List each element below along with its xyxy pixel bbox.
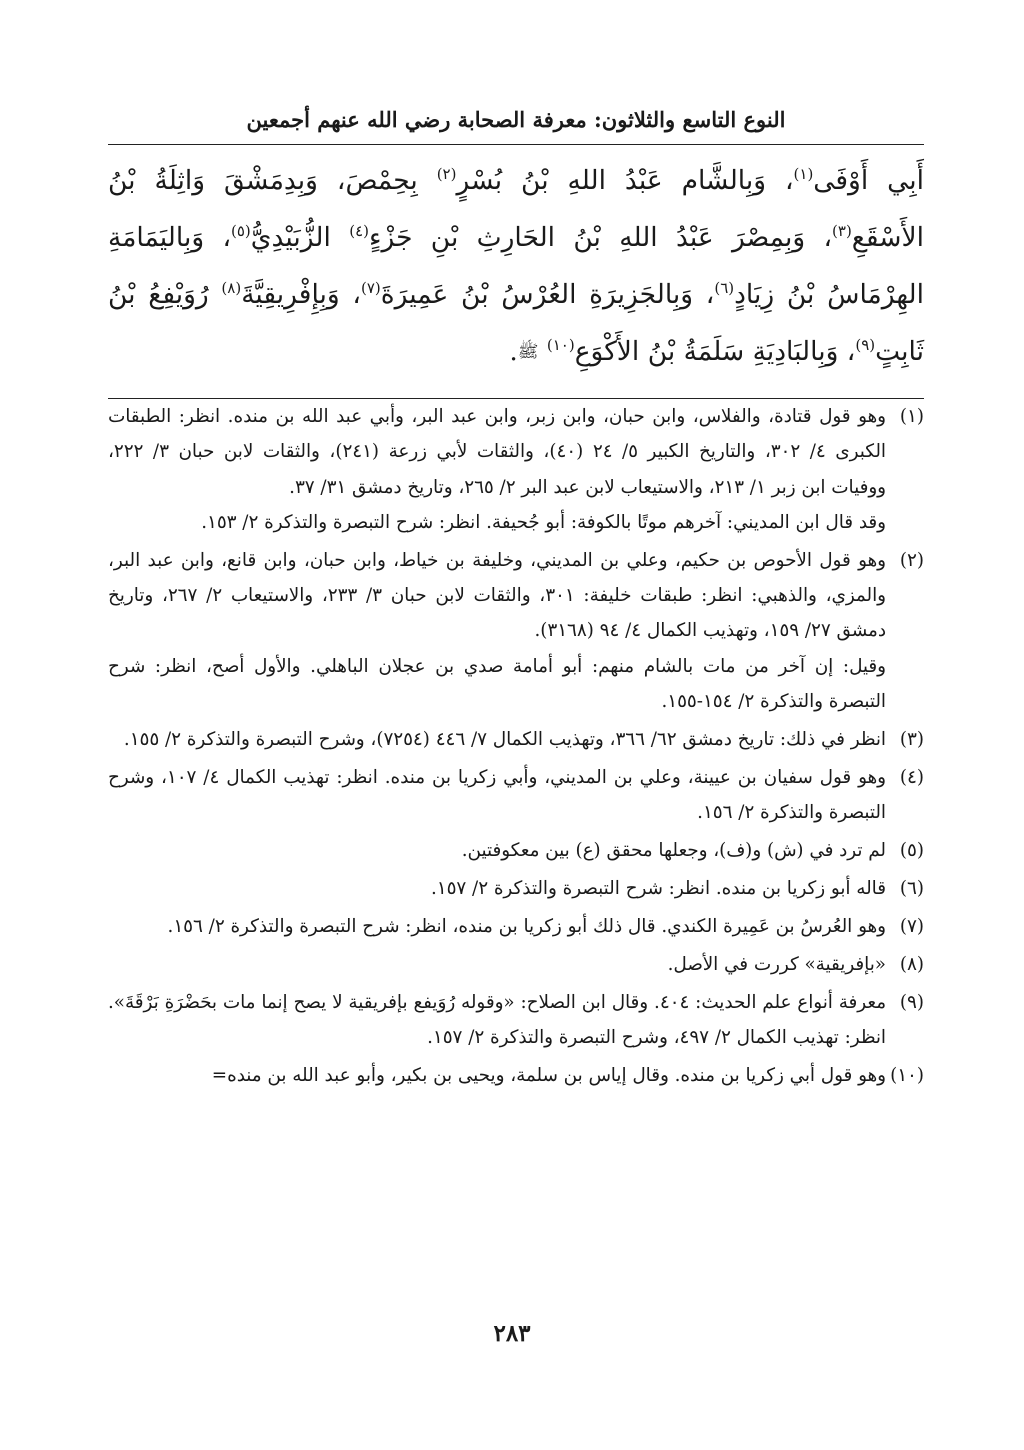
main-text-segment: رُوَيْفِعُ بْنُ ثَابِتٍ xyxy=(108,279,924,367)
footnote-paragraph: وهو قول قتادة، والفلاس، وابن حبان، وابن زبر، وابن عبد البر، وأبي عبد الله بن منده. انظر: الطبقات الكبرى ٤/ ٣٠٢، والتاريخ الكبير ٥/ ٢٤ (٤٠)، والثقات لأبي زرعة (٢٤١)، والثقات لابن حبان ٣/ ٢٢٢، ووفيات ابن زبر ١/ ٢١٣، والاستيعاب لابن عبد البر ٢/ ٢٦٥، وتاريخ دمشق ٣١/ ٣٧. xyxy=(108,406,886,498)
main-text-segment: ، وَبِالبَادِيَةِ سَلَمَةُ بْنُ الأَكْوَعِ xyxy=(574,336,856,367)
footnote-ref: (٦) xyxy=(714,279,735,298)
footnote-number: (٢) xyxy=(899,549,924,571)
footnote-8 xyxy=(108,947,924,982)
footnote-body xyxy=(108,871,886,906)
footnote-ref: (٧) xyxy=(360,279,381,298)
footnote-ref: (١) xyxy=(793,165,814,184)
footnote-number: (٥) xyxy=(899,839,924,861)
footnote-number: (١٠) xyxy=(890,1064,924,1086)
footnote-ref: (٨) xyxy=(221,279,242,298)
running-head-title: النوع التاسع والثلاثون: معرفة الصحابة رضي الله عنهم أجمعين xyxy=(246,107,786,132)
main-text-end-period: . xyxy=(509,336,518,367)
page-number: ٢٨٣ xyxy=(493,1320,531,1347)
footnote-5 xyxy=(108,833,924,868)
footnote-4 xyxy=(108,760,924,831)
footnote-paragraph: وهو قول سفيان بن عيينة، وعلي بن المديني، وأبي زكريا بن منده. انظر: تهذيب الكمال ٤/ ١٠٧، وشرح التبصرة والتذكرة ٢/ ١٥٦. xyxy=(108,766,886,824)
footnote-body xyxy=(108,985,886,1056)
footnote-paragraph: وهو قول أبي زكريا بن منده. وقال إياس بن سلمة، ويحيى بن بكير، وأبو عبد الله بن منده= xyxy=(211,1064,886,1086)
main-text-segment: ، وَبِاليَمَامَةِ الهِرْمَاسُ بْنُ زِيَادٍ xyxy=(108,222,924,310)
footnote-paragraph: لم ترد في (ش) و(ف)، وجعلها محقق (ع) بين معكوفتين. xyxy=(461,839,886,861)
footnote-number: (٤) xyxy=(899,766,924,788)
footnote-body xyxy=(108,1058,886,1093)
footnote-number: (٣) xyxy=(899,728,924,750)
footnote-number: (١) xyxy=(899,406,924,427)
main-text-segment: ، وَبِمِصْرَ عَبْدُ اللهِ بْنُ الحَارِثِ بْنِ جَزْءٍ xyxy=(368,222,833,253)
footnote-1 xyxy=(108,399,924,540)
footnote-ref: (٣) xyxy=(832,222,852,241)
footnote-ref: (٩) xyxy=(855,336,876,355)
main-text xyxy=(108,152,924,381)
footnote-ref: (٥) xyxy=(231,222,251,241)
footnote-body xyxy=(108,722,886,757)
main-text-segment: ، وَبِإِفْرِيقِيَّةَ xyxy=(241,279,361,310)
footnote-paragraph: وقد قال ابن المديني: آخرهم موتًا بالكوفة: أبو جُحيفة. انظر: شرح التبصرة والتذكرة ٢/ ١٥٣. xyxy=(201,511,886,533)
footnote-paragraph: معرفة أنواع علم الحديث: ٤٠٤. وقال ابن الصلاح: «وقوله رُوَيفع بإفريقية لا يصح إنما مات بحَضْرَةِ بَرْقَةَ». انظر: تهذيب الكمال ٢/ ٤٩٧، وشرح التبصرة والتذكرة ٢/ ١٥٧. xyxy=(108,991,886,1048)
main-text-segment: الزُّبَيْدِيُّ xyxy=(250,222,350,253)
main-text-segment: أَبِي أَوْفَى xyxy=(813,165,924,196)
footnote-paragraph: وقيل: إن آخر من مات بالشام منهم: أبو أمامة صدي بن عجلان الباهلي. والأول أصح، انظر: شرح التبصرة والتذكرة ٢/ ١٥٤-١٥٥. xyxy=(108,655,886,712)
footnote-10 xyxy=(108,1058,924,1093)
footnote-ref: (٤) xyxy=(349,222,369,241)
footnote-paragraph: قاله أبو زكريا بن منده. انظر: شرح التبصرة والتذكرة ٢/ ١٥٧. xyxy=(430,877,886,899)
main-text-segment: ، وَبِالجَزِيرَةِ العُرْسُ بْنُ عَمِيرَةَ xyxy=(380,279,715,310)
main-text-segment: ، وَبِالشَّام عَبْدُ اللهِ بْنُ بُسْرٍ xyxy=(456,165,794,196)
honorific-symbol: ﷺ xyxy=(517,342,539,362)
footnote-body xyxy=(108,760,886,831)
footnote-number: (٨) xyxy=(899,953,924,975)
header-rule xyxy=(108,144,924,145)
footnote-body xyxy=(108,947,886,982)
footnote-7 xyxy=(108,909,924,944)
footnote-paragraph: «بإفريقية» كررت في الأصل. xyxy=(667,953,886,975)
footnote-paragraph: وهو العُرسُ بن عَمِيرة الكندي. قال ذلك أبو زكريا بن منده، انظر: شرح التبصرة والتذكرة ٢/ ١٥٦. xyxy=(167,915,886,937)
footnote-number: (٩) xyxy=(899,991,924,1013)
footnote-ref: (٢) xyxy=(436,165,457,184)
footnote-6 xyxy=(108,871,924,906)
footnote-paragraph: انظر في ذلك: تاريخ دمشق ٦٢/ ٣٦٦، وتهذيب الكمال ٧/ ٤٤٦ (٧٢٥٤)، وشرح التبصرة والتذكرة ٢/ ١٥٥. xyxy=(123,728,886,750)
footnote-2 xyxy=(108,543,924,719)
footnote-3 xyxy=(108,722,924,757)
footnote-body xyxy=(108,909,886,944)
footnote-paragraph: وهو قول الأحوص بن حكيم، وعلي بن المديني، وخليفة بن خياط، وابن حبان، وابن قانع، وابن عبد البر، والمزي، والذهبي: انظر: طبقات خليفة: ٣٠١، والثقات لابن حبان ٣/ ٢٣٣، والاستيعاب ٢/ ٢٦٧، وتاريخ دمشق ٢٧/ ١٥٩، وتهذيب الكمال ٤/ ٩٤ (٣١٦٨). xyxy=(108,549,886,642)
footnotes xyxy=(108,399,924,1093)
footnote-number: (٦) xyxy=(899,877,924,899)
main-text-segment: بِحِمْصَ، وَبِدِمَشْقَ وَاثِلَةُ بْنُ الأَسْقَعِ xyxy=(108,165,924,253)
footnote-9 xyxy=(108,985,924,1056)
footnote-body xyxy=(108,543,886,719)
footnote-ref: (١٠) xyxy=(546,336,575,355)
footnote-body xyxy=(108,833,886,868)
footnote-body xyxy=(108,399,886,540)
footnote-number: (٧) xyxy=(899,915,924,937)
